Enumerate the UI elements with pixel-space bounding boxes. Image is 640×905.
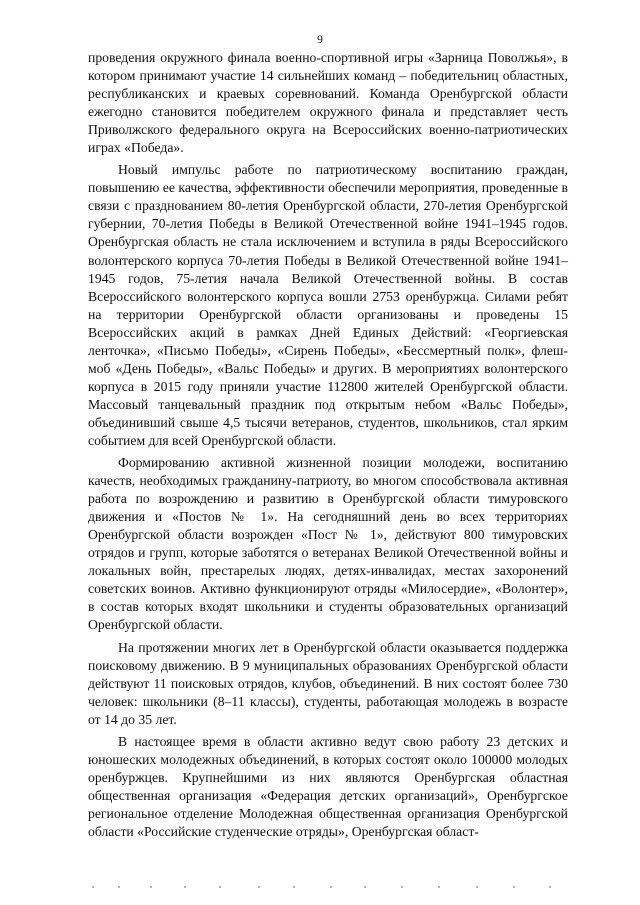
paragraph-2: Новый импульс работе по патриотическому воспитанию граждан, повышению ее качества, эффективности обеспечили мероприятия, проведенные в связи с празднованием 80-летия Оренбургской области, 270-летия Оренбургской губернии, 70-летия Победы в Великой Отечественной войне 1941–1945 годов. Оренбургская область не стала исключением и вступила в ряды Всероссийского волонтерского корпуса 70-летия Победы в Великой Отечественной войне 1941–1945 годов, 75-летия начала Великой Отечественной войны. В состав Всероссийского волонтерского корпуса вошли 2753 оренбуржца. Силами ребят на территории Оренбургской области организованы и проведены 15 Всероссийских акций в рамках Дней Единых Действий: «Георгиевская ленточка», «Письмо Победы», «Сирень Победы», «Бессмертный полк», флеш-моб «День Победы», «Вальс Победы» и других. В мероприятиях волонтерского корпуса в 2015 году приняли участие 112800 жителей Оренбургской области. Массовый танцевальный праздник под открытым небом «Вальс Победы», объединивший свыше 4,5 тысячи ветеранов, студентов, школьников, стал ярким событием для всей Оренбургской области. [88,162,568,448]
paragraph-4: На протяжении многих лет в Оренбургской области оказывается поддержка поисковому движению. В 9 муниципальных образованиях Оренбургской области действуют 11 поисковых отрядов, клубов, объединений. В них состоят более 730 человек: школьники (8–11 классы), студенты, работающая молодежь в возрасте от 14 до 35 лет. [88,639,568,727]
paragraph-5: В настоящее время в области активно ведут свою работу 23 детских и юношеских молодежных объединений, в которых состоят около 100000 молодых оренбуржцев. Крупнейшими из них являются Оренбургская областная общественная организация «Федерация детских организаций», Оренбургское региональное отделение Молодежная общественная организация Оренбургской области «Российские студенческие отряды», Оренбургская област- [88,733,568,839]
document-body [88,49,568,845]
scan-artifact-line [88,884,568,892]
paragraph-1: проведения окружного финала военно-спортивной игры «Зарница Поволжья», в котором принимают участие 14 сильнейших команд – победительниц областных, республиканских и краевых соревнований. Команда Оренбургской области ежегодно становится победителем окружного финала и представляет честь Приволжского федерального округа на Всероссийских военно-патриотических играх «Победа». [88,50,568,156]
page-number: 9 [317,34,323,46]
paragraph-3: Формированию активной жизненной позиции молодежи, воспитанию качеств, необходимых гражданину-патриоту, во многом способствовала активная работа по возрождению и развитию в Оренбургской области тимуровского движения и «Постов № 1». На сегодняшний день во всех территориях Оренбургской области возрожден «Пост № 1», действуют 800 тимуровских отрядов и групп, которые заботятся о ветеранах Великой Отечественной войны и локальных войн, престарелых людях, детях-инвалидах, местах захоронений советских воинов. Активно функционируют отряды «Милосердие», «Волонтер», в состав которых входят школьники и студенты образовательных организаций Оренбургской области. [88,455,568,633]
